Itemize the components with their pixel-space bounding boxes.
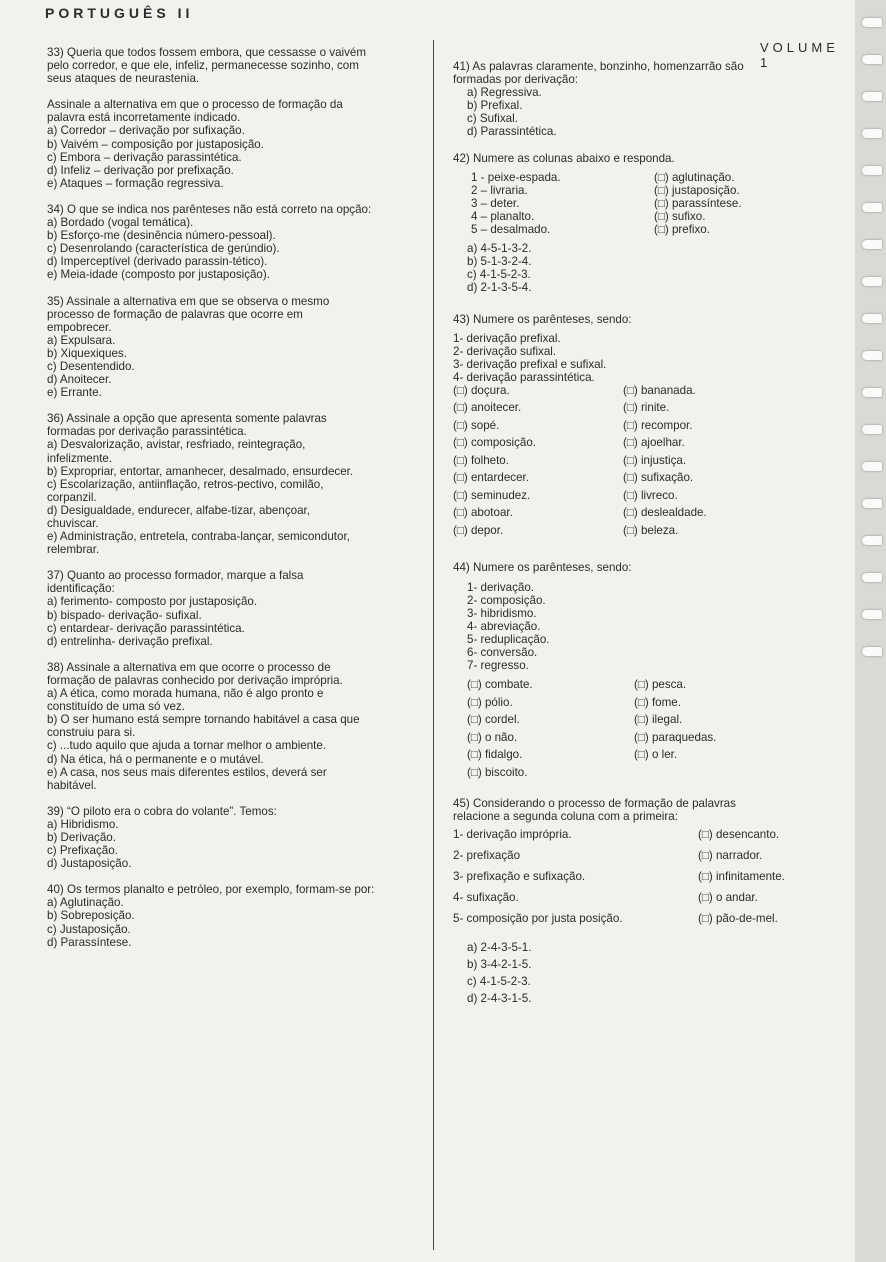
binding-ring — [862, 314, 882, 323]
q33-prompt-line: palavra está incorretamente indicado. — [47, 111, 241, 125]
q44-item: (□) pólio. — [467, 695, 513, 709]
q36-option: e) Administração, entretela, contraba-lançar, semicondutor, — [47, 530, 350, 544]
q43-item: (□) injustiça. — [623, 453, 687, 467]
q45-answer: (□) o andar. — [698, 891, 758, 905]
q43-row — [453, 506, 843, 524]
q34-option: d) Imperceptível (derivado parassin-tético). — [47, 255, 268, 269]
binding-ring — [862, 129, 882, 138]
binding-ring — [862, 240, 882, 249]
q34-option: c) Desenrolando (característica de gerúndio). — [47, 242, 280, 256]
q43-item: (□) recompor. — [623, 418, 693, 432]
question-37 — [47, 569, 427, 648]
q44-item: (□) cordel. — [467, 713, 520, 727]
q45-item: 2- prefixação — [453, 849, 521, 863]
binding-ring — [862, 203, 882, 212]
q44-key: 5- reduplicação. — [467, 632, 550, 646]
q43-item: (□) doçura. — [453, 383, 510, 397]
q43-item: (□) seminudez. — [453, 488, 531, 502]
q43-key: 2- derivação sufixal. — [453, 344, 557, 358]
q36-stem-line: 36) Assinale a opção que apresenta somente palavras — [47, 412, 327, 426]
q45-row — [453, 870, 843, 891]
q44-item: (□) fome. — [634, 695, 681, 709]
q43-item: (□) abotoar. — [453, 506, 513, 520]
question-40 — [47, 883, 427, 948]
binding-ring — [862, 499, 882, 508]
q37-stem-line: 37) Quanto ao processo formador, marque a falsa — [47, 569, 304, 583]
q41-stem-line: 41) As palavras claramente, bonzinho, homenzarrão são — [453, 60, 744, 73]
q35-option: b) Xiquexiques. — [47, 346, 127, 360]
q33-stem-line: seus ataques de neurastenia. — [47, 72, 200, 86]
q43-item: (□) rinite. — [623, 401, 670, 415]
q45-row — [453, 849, 843, 870]
q41-option: b) Prefixal. — [467, 99, 523, 113]
q38-option: c) ...tudo aquilo que ajuda a tornar melhor o ambiente. — [47, 739, 327, 753]
q43-item: (□) folheto. — [453, 453, 509, 467]
q41-option: c) Sufixal. — [467, 112, 518, 126]
q39-option: d) Justaposição. — [47, 857, 132, 871]
q45-row — [453, 912, 843, 933]
q43-key: 1- derivação prefixal. — [453, 331, 561, 345]
q43-item: (□) anoitecer. — [453, 401, 522, 415]
binding-ring — [862, 351, 882, 360]
q40-option: d) Parassíntese. — [47, 935, 132, 949]
question-36 — [47, 412, 427, 556]
q44-item: (□) combate. — [467, 678, 533, 692]
q38-stem-line: 38) Assinale a alternativa em que ocorre o processo de — [47, 660, 331, 674]
q44-item: (□) ilegal. — [634, 713, 683, 727]
q45-item: 3- prefixação e sufixação. — [453, 870, 586, 884]
q42-item: 3 – deter. — [471, 196, 520, 210]
q44-key: 6- conversão. — [467, 646, 538, 660]
q35-option: e) Errante. — [47, 386, 102, 400]
q34-option: a) Bordado (vogal temática). — [47, 216, 194, 230]
right-column — [453, 60, 843, 1007]
q45-stem-line: relacione a segunda coluna com a primeira: — [453, 810, 678, 824]
q42-item: 4 – planalto. — [471, 209, 535, 223]
q42-row — [453, 223, 843, 236]
q39-option: c) Prefixação. — [47, 844, 118, 858]
q43-row — [453, 454, 843, 472]
question-38 — [47, 661, 427, 792]
q43-row — [453, 419, 843, 437]
question-44 — [453, 561, 843, 783]
q36-option: infelizmente. — [47, 451, 113, 465]
q44-row — [453, 731, 843, 749]
q41-option: a) Regressiva. — [467, 86, 542, 100]
q43-item: (□) entardecer. — [453, 471, 529, 485]
q44-item: (□) pesca. — [634, 678, 687, 692]
q36-option: b) Expropriar, entortar, amanhecer, desalmado, ensurdecer. — [47, 464, 354, 478]
binding-ring — [862, 462, 882, 471]
subject-header: PORTUGUÊS II — [45, 5, 194, 21]
q45-option: a) 2-4-3-5-1. — [467, 941, 532, 955]
q43-row — [453, 489, 843, 507]
q37-option: c) entardear- derivação parassintética. — [47, 621, 245, 635]
q42-item: 2 – livraria. — [471, 183, 528, 197]
q44-key: 2- composição. — [467, 593, 546, 607]
q33-stem-line: pelo corredor, e que ele, infeliz, permanecesse sozinho, com — [47, 59, 359, 73]
q38-option: construiu para si. — [47, 726, 136, 740]
q38-stem-line: formação de palavras conhecido por derivação imprópria. — [47, 673, 343, 687]
q44-item: (□) o ler. — [634, 748, 678, 762]
q42-option: c) 4-1-5-2-3. — [467, 268, 531, 282]
q42-option: b) 5-1-3-2-4. — [467, 255, 532, 269]
q36-option: c) Escolarização, antiinflação, retros-pectivo, comilão, — [47, 477, 324, 491]
q43-row — [453, 471, 843, 489]
q35-stem-line: processo de formação de palavras que ocorre em — [47, 307, 303, 321]
q33-option: e) Ataques – formação regressiva. — [47, 176, 224, 190]
q42-answer: (□) aglutinação. — [654, 170, 735, 184]
q44-stem: 44) Numere os parênteses, sendo: — [453, 561, 632, 575]
binding-ring — [862, 610, 882, 619]
q44-item: (□) o não. — [467, 730, 518, 744]
q35-option: d) Anoitecer. — [47, 373, 112, 387]
q42-stem: 42) Numere as colunas abaixo e responda. — [453, 151, 675, 165]
binding-ring — [862, 536, 882, 545]
q43-row — [453, 401, 843, 419]
q37-option: a) ferimento- composto por justaposição. — [47, 595, 258, 609]
q45-item: 1- derivação imprópria. — [453, 828, 572, 842]
q36-option: corpanzil. — [47, 490, 97, 504]
q43-item: (□) ajoelhar. — [623, 436, 685, 450]
q36-option: relembrar. — [47, 543, 100, 557]
q43-item: (□) sufixação. — [623, 471, 694, 485]
q43-row — [453, 524, 843, 542]
q44-key: 3- hibridismo. — [467, 606, 537, 620]
q44-key: 1- derivação. — [467, 580, 535, 594]
q36-option: chuviscar. — [47, 517, 99, 530]
q33-option: a) Corredor – derivação por sufixação. — [47, 124, 245, 138]
q41-option: d) Parassintética. — [467, 125, 557, 139]
q42-option: a) 4-5-1-3-2. — [467, 242, 532, 256]
question-45 — [453, 797, 843, 1007]
q43-item: (□) bananada. — [623, 383, 696, 397]
q33-option: b) Vaivém – composição por justaposição. — [47, 137, 264, 151]
q40-option: a) Aglutinação. — [47, 896, 124, 910]
q33-prompt-line: Assinale a alternativa em que o processo de formação da — [47, 98, 343, 112]
q40-stem: 40) Os termos planalto e petróleo, por exemplo, formam-se por: — [47, 883, 375, 897]
question-35 — [47, 295, 427, 400]
q45-answer: (□) pão-de-mel. — [698, 912, 778, 926]
q42-item: 1 - peixe-espada. — [471, 170, 561, 184]
q45-stem-line: 45) Considerando o processo de formação de palavras — [453, 797, 736, 811]
q40-option: c) Justaposição. — [47, 922, 131, 936]
q33-option: d) Infeliz – derivação por prefixação. — [47, 163, 234, 177]
q34-option: b) Esforço-me (desinência número-pessoal). — [47, 229, 276, 243]
question-42 — [453, 152, 843, 295]
q45-row — [453, 828, 843, 849]
q44-row — [453, 678, 843, 696]
q33-stem-line: 33) Queria que todos fossem embora, que cessasse o vaivém — [47, 46, 366, 59]
q43-row — [453, 436, 843, 454]
q36-stem-line: formadas por derivação parassintética. — [47, 425, 247, 439]
q34-stem: 34) O que se indica nos parênteses não está correto na opção: — [47, 202, 372, 216]
q43-item: (□) sopé. — [453, 418, 500, 432]
q34-option: e) Meia-idade (composto por justaposição). — [47, 268, 270, 282]
q35-stem-line: 35) Assinale a alternativa em que se observa o mesmo — [47, 294, 330, 308]
q42-answer: (□) parassíntese. — [654, 196, 742, 210]
q42-answer: (□) prefixo. — [654, 223, 710, 237]
q38-option: constituído de uma só vez. — [47, 700, 185, 714]
question-43 — [453, 313, 843, 542]
q35-option: c) Desentendido. — [47, 359, 135, 373]
binding-ring — [862, 277, 882, 286]
q44-item: (□) fidalgo. — [467, 748, 523, 762]
q44-row — [453, 696, 843, 714]
question-34 — [47, 203, 427, 282]
q35-stem-line: empobrecer. — [47, 320, 112, 334]
q43-item: (□) composição. — [453, 436, 537, 450]
q39-option: b) Derivação. — [47, 830, 116, 844]
q43-item: (□) livreco. — [623, 488, 678, 502]
binding-ring — [862, 55, 882, 64]
q44-key: 4- abreviação. — [467, 619, 541, 633]
binding-ring — [862, 18, 882, 27]
q42-item: 5 – desalmado. — [471, 223, 551, 237]
question-41 — [453, 60, 843, 139]
binding-ring — [862, 573, 882, 582]
page-edge-binding — [855, 0, 886, 1262]
q36-option: d) Desigualdade, endurecer, alfabe-tizar, abençoar, — [47, 503, 310, 517]
q41-stem-line: formadas por derivação: — [453, 73, 579, 87]
binding-ring — [862, 425, 882, 434]
q44-item: (□) biscoito. — [467, 765, 528, 779]
binding-ring — [862, 92, 882, 101]
q37-option: b) bispado- derivação- sufixal. — [47, 608, 202, 622]
question-39 — [47, 805, 427, 870]
q44-row — [453, 766, 843, 784]
binding-ring — [862, 647, 882, 656]
q44-row — [453, 748, 843, 766]
q43-key: 3- derivação prefixal e sufixal. — [453, 357, 607, 371]
q38-option: d) Na ética, há o permanente e o mutável. — [47, 752, 264, 766]
left-column — [47, 46, 427, 949]
q45-answer: (□) narrador. — [698, 849, 763, 863]
q36-option: a) Desvalorização, avistar, resfriado, reintegração, — [47, 438, 306, 452]
q43-item: (□) beleza. — [623, 523, 679, 537]
q45-row — [453, 891, 843, 912]
q44-row — [453, 713, 843, 731]
q42-row — [453, 197, 843, 210]
question-33 — [47, 46, 427, 190]
q45-answer: (□) infinitamente. — [698, 870, 785, 884]
q43-item: (□) depor. — [453, 523, 504, 537]
q44-key: 7- regresso. — [467, 659, 529, 673]
q39-option: a) Hibridismo. — [47, 817, 119, 831]
q43-row — [453, 384, 843, 402]
q42-answer: (□) justaposição. — [654, 183, 740, 197]
q43-stem: 43) Numere os parênteses, sendo: — [453, 312, 632, 326]
q45-item: 4- sufixação. — [453, 891, 519, 905]
q45-option: d) 2-4-3-1-5. — [467, 992, 532, 1006]
q44-item: (□) paraquedas. — [634, 730, 717, 744]
q37-stem-line: identificação: — [47, 582, 115, 596]
column-divider — [433, 40, 434, 1250]
q42-row — [453, 171, 843, 184]
q45-item: 5- composição por justa posição. — [453, 912, 623, 926]
q35-option: a) Expulsara. — [47, 333, 116, 347]
q42-option: d) 2-1-3-5-4. — [467, 281, 532, 295]
q38-option: a) A ética, como morada humana, não é algo pronto e — [47, 687, 324, 701]
q45-option: b) 3-4-2-1-5. — [467, 958, 532, 972]
volume-header: VOLUME 1 — [760, 40, 839, 70]
q43-item: (□) deslealdade. — [623, 506, 707, 520]
q42-row — [453, 210, 843, 223]
q45-answer: (□) desencanto. — [698, 828, 780, 842]
q33-option: c) Embora – derivação parassintética. — [47, 150, 242, 164]
q37-option: d) entrelinha- derivação prefixal. — [47, 634, 213, 648]
q38-option: b) O ser humano está sempre tornando habitável a casa que — [47, 713, 360, 727]
q38-option: e) A casa, nos seus mais diferentes estilos, deverá ser — [47, 765, 327, 779]
q43-key: 4- derivação parassintética. — [453, 370, 595, 384]
q45-option: c) 4-1-5-2-3. — [467, 975, 531, 989]
q38-option: habitável. — [47, 778, 97, 792]
q39-stem: 39) “O piloto era o cobra do volante”. Temos: — [47, 804, 277, 818]
q40-option: b) Sobreposição. — [47, 909, 135, 923]
q42-answer: (□) sufixo. — [654, 209, 706, 223]
binding-ring — [862, 166, 882, 175]
q42-row — [453, 184, 843, 197]
binding-ring — [862, 388, 882, 397]
